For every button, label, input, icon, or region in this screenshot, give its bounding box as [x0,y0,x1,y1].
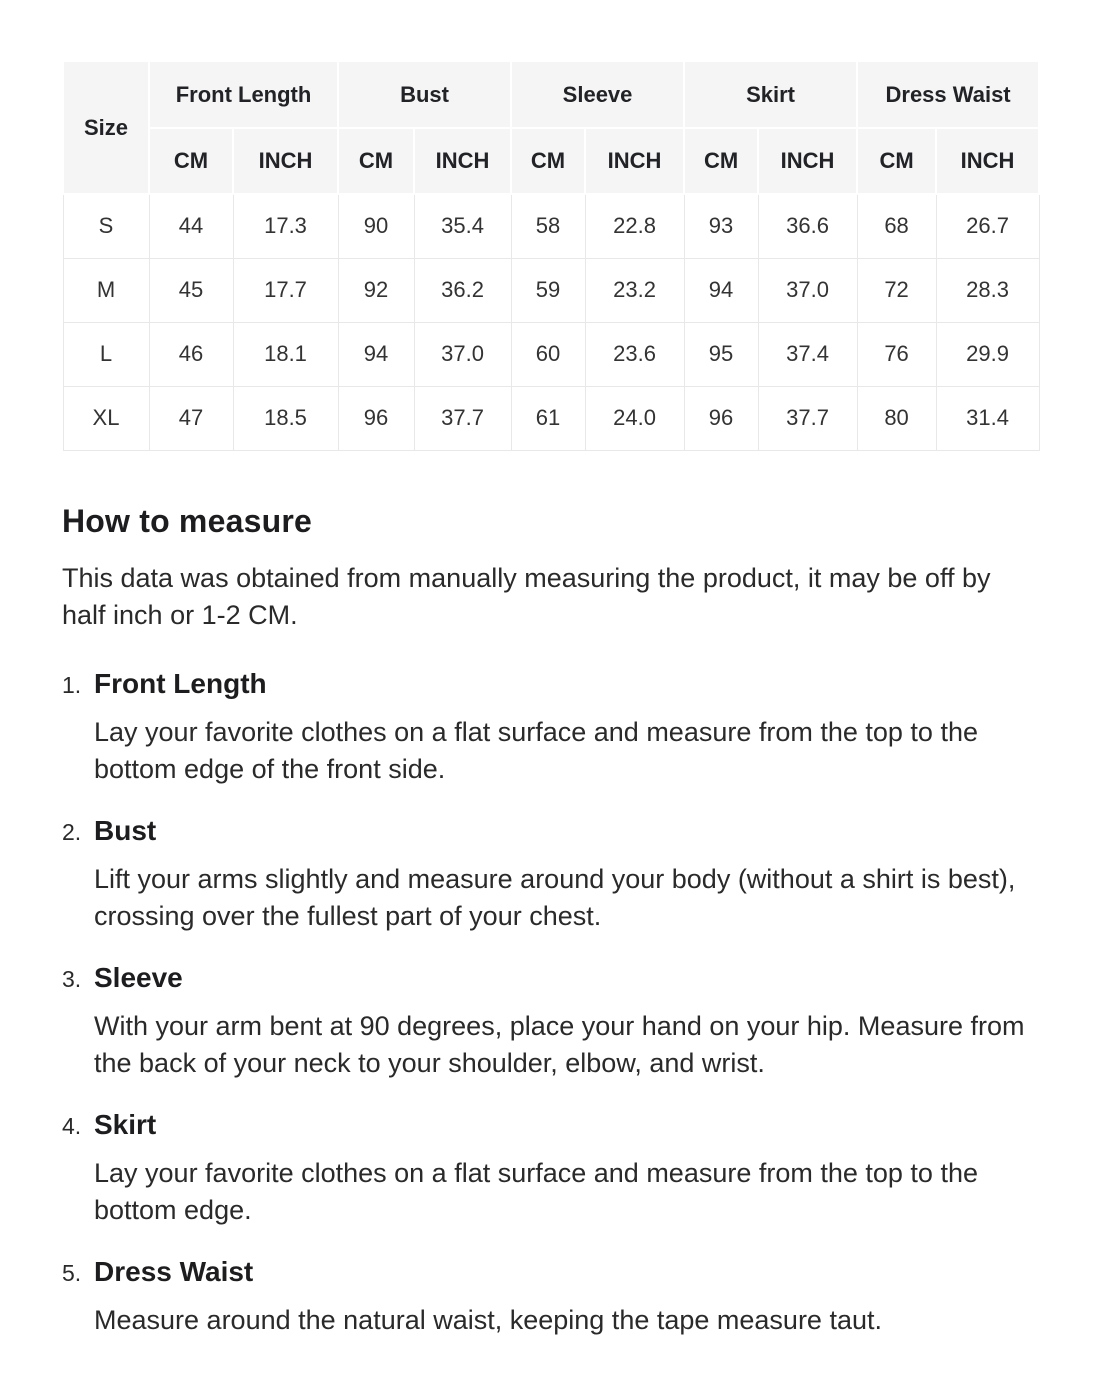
measurement-cell: 96 [338,386,414,450]
measurement-cell: 28.3 [936,258,1039,322]
unit-header-cm: CM [338,128,414,194]
size-row-l [63,322,1039,386]
measurement-cell: 76 [857,322,936,386]
measurement-cell: 31.4 [936,386,1039,450]
step-heading [62,1109,1038,1141]
size-cell: XL [63,386,149,450]
step-description: Lift your arms slightly and measure around your body (without a shirt is best), crossing over the fullest part of your chest. [94,863,1016,931]
size-chart-header [63,61,1039,194]
how-to-measure-heading: How to measure [62,502,312,539]
size-cell: L [63,322,149,386]
measure-step [62,962,1038,1082]
step-heading [62,962,1038,994]
measurement-cell: 46 [149,322,233,386]
step-title: Skirt [94,1108,157,1140]
size-column-header: Size [63,61,149,194]
measurement-cell: 37.0 [758,258,857,322]
group-header-sleeve: Sleeve [511,61,684,128]
measurement-cell: 94 [684,258,758,322]
group-header-dress-waist: Dress Waist [857,61,1039,128]
unit-header-row [63,128,1039,194]
group-header-skirt: Skirt [684,61,857,128]
step-number: 4. [62,1112,82,1139]
unit-header-inch: INCH [758,128,857,194]
unit-header-cm: CM [511,128,585,194]
measurement-cell: 45 [149,258,233,322]
measurement-cell: 18.1 [233,322,338,386]
measurement-cell: 36.2 [414,258,511,322]
step-title: Front Length [94,667,267,699]
step-title: Bust [94,814,157,846]
measurement-cell: 90 [338,194,414,258]
measure-step [62,815,1038,935]
step-heading [62,815,1038,847]
measurement-cell: 44 [149,194,233,258]
measure-step [62,1109,1038,1229]
measurement-cell: 59 [511,258,585,322]
measurement-cell: 68 [857,194,936,258]
size-row-s [63,194,1039,258]
unit-header-cm: CM [149,128,233,194]
measurement-cell: 96 [684,386,758,450]
measurement-cell: 17.3 [233,194,338,258]
step-description: Measure around the natural waist, keeping the tape measure taut. [94,1304,882,1335]
measurement-cell: 37.4 [758,322,857,386]
measurement-cell: 23.2 [585,258,684,322]
step-number: 1. [62,671,82,698]
measure-step [62,1256,1038,1339]
group-header-row [63,61,1039,128]
unit-header-inch: INCH [414,128,511,194]
step-title: Dress Waist [94,1255,254,1287]
measure-step [62,668,1038,788]
measurement-cell: 61 [511,386,585,450]
step-title: Sleeve [94,961,183,993]
measurement-cell: 47 [149,386,233,450]
measurement-cell: 22.8 [585,194,684,258]
measurement-cell: 94 [338,322,414,386]
measure-steps-list [62,668,1038,1339]
measurement-cell: 72 [857,258,936,322]
measurement-cell: 35.4 [414,194,511,258]
measurement-cell: 80 [857,386,936,450]
measurement-cell: 26.7 [936,194,1039,258]
measurement-cell: 36.6 [758,194,857,258]
unit-header-inch: INCH [936,128,1039,194]
measurement-cell: 93 [684,194,758,258]
step-heading [62,668,1038,700]
how-to-measure-intro: This data was obtained from manually measuring the product, it may be off by half inch or 1-2 CM. [62,562,991,630]
size-cell: M [63,258,149,322]
measurement-cell: 58 [511,194,585,258]
measurement-cell: 37.7 [414,386,511,450]
step-number: 2. [62,818,82,845]
size-row-m [63,258,1039,322]
unit-header-cm: CM [684,128,758,194]
step-number: 3. [62,965,82,992]
unit-header-inch: INCH [233,128,338,194]
size-cell: S [63,194,149,258]
step-description: Lay your favorite clothes on a flat surface and measure from the top to the bottom edge of the front side. [94,716,978,784]
measurement-cell: 60 [511,322,585,386]
measurement-cell: 18.5 [233,386,338,450]
step-number: 5. [62,1259,82,1286]
unit-header-cm: CM [857,128,936,194]
size-chart-body [63,194,1039,450]
step-description: With your arm bent at 90 degrees, place your hand on your hip. Measure from the back of your neck to your shoulder, elbow, and wrist. [94,1010,1025,1078]
measurement-cell: 17.7 [233,258,338,322]
size-row-xl [63,386,1039,450]
unit-header-inch: INCH [585,128,684,194]
step-heading [62,1256,1038,1288]
group-header-front-length: Front Length [149,61,338,128]
group-header-bust: Bust [338,61,511,128]
measurement-cell: 24.0 [585,386,684,450]
measurement-cell: 92 [338,258,414,322]
size-chart-table [62,60,1040,451]
measurement-cell: 37.0 [414,322,511,386]
step-description: Lay your favorite clothes on a flat surface and measure from the top to the bottom edge. [94,1157,978,1225]
measurement-cell: 29.9 [936,322,1039,386]
measurement-cell: 37.7 [758,386,857,450]
measurement-cell: 95 [684,322,758,386]
measurement-cell: 23.6 [585,322,684,386]
